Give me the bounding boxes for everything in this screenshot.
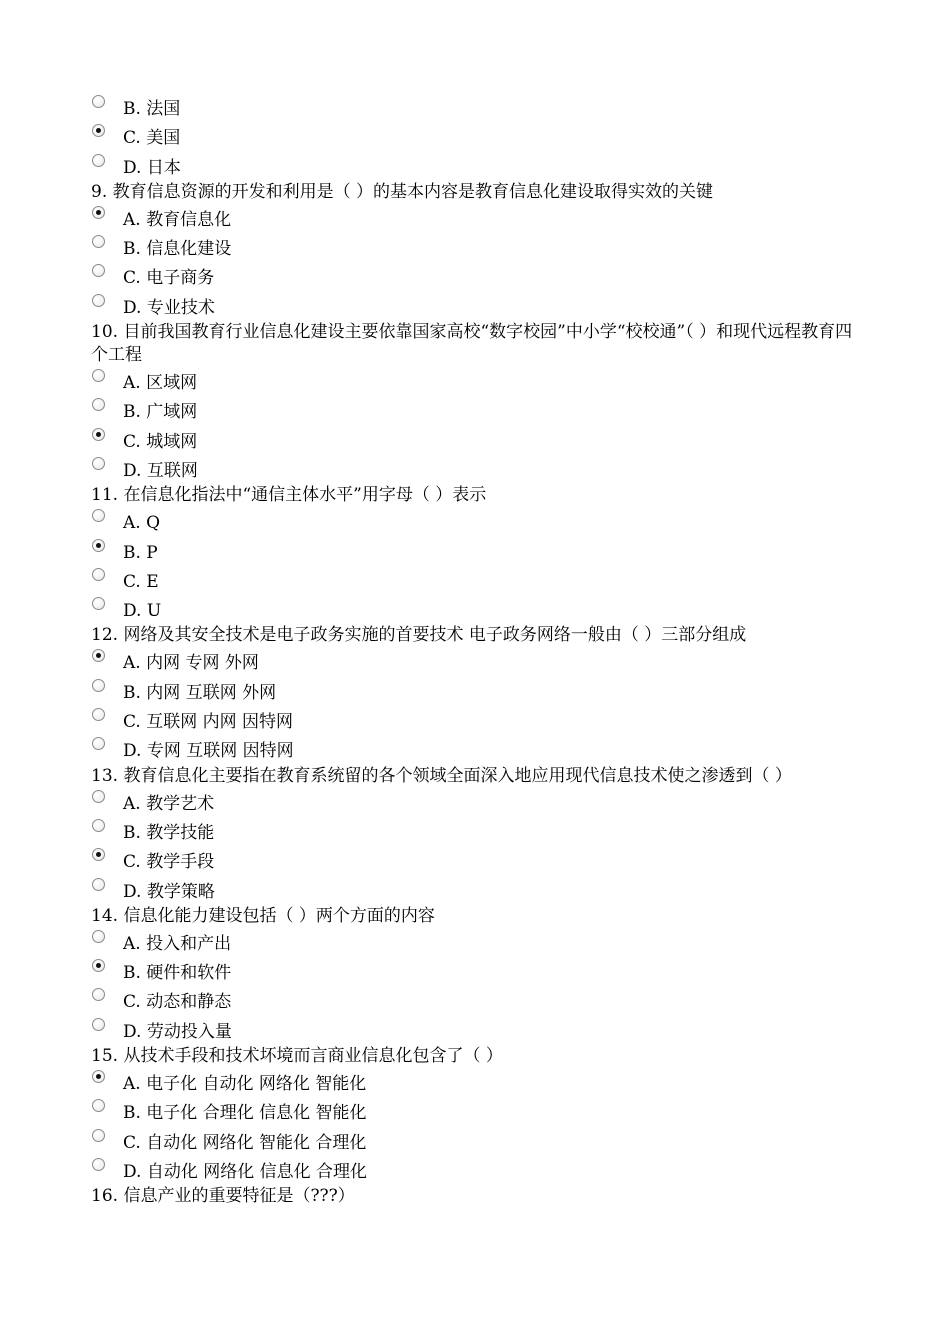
question-text: 15. 从技术手段和技术坏境而言商业信息化包含了（ ） [91, 1046, 503, 1067]
radio-unchecked-icon[interactable] [92, 369, 105, 382]
answer-option[interactable] [91, 986, 861, 1015]
answer-option[interactable] [91, 262, 861, 291]
answer-option-label: C. 互联网 内网 因特网 [123, 712, 294, 733]
answer-option[interactable] [91, 233, 861, 262]
radio-unchecked-icon[interactable] [92, 930, 105, 943]
answer-option-label: A. 区域网 [123, 373, 198, 394]
answer-option[interactable] [91, 1016, 861, 1045]
answer-option-label: B. 电子化 合理化 信息化 智能化 [123, 1103, 367, 1124]
radio-unchecked-icon[interactable] [92, 294, 105, 307]
answer-option-label: C. 自动化 网络化 智能化 合理化 [123, 1132, 367, 1153]
radio-unchecked-icon[interactable] [92, 95, 105, 108]
radio-unchecked-icon[interactable] [92, 737, 105, 750]
radio-unchecked-icon[interactable] [92, 509, 105, 522]
answer-option[interactable] [91, 735, 861, 764]
answer-option-label: D. 劳动投入量 [123, 1021, 232, 1042]
radio-checked-icon[interactable] [92, 649, 105, 662]
question-text: 10. 目前我国教育行业信息化建设主要依靠国家高校“数字校园”中小学“校校通”（ ）和现代远程教育四个工程 [91, 322, 853, 366]
radio-checked-icon[interactable] [92, 1070, 105, 1083]
answer-option-label: D. 互联网 [123, 460, 198, 481]
radio-unchecked-icon[interactable] [92, 878, 105, 891]
answer-option[interactable] [91, 122, 861, 151]
answer-option-label: C. 电子商务 [123, 268, 215, 289]
radio-unchecked-icon[interactable] [92, 988, 105, 1001]
question-text: 9. 教育信息资源的开发和利用是（ ）的基本内容是教育信息化建设取得实效的关键 [91, 181, 714, 202]
radio-unchecked-icon[interactable] [92, 708, 105, 721]
radio-unchecked-icon[interactable] [92, 790, 105, 803]
radio-checked-icon[interactable] [92, 539, 105, 552]
radio-unchecked-icon[interactable] [92, 235, 105, 248]
question-text: 16. 信息产业的重要特征是（???） [91, 1186, 355, 1207]
answer-option[interactable] [91, 426, 861, 455]
radio-unchecked-icon[interactable] [92, 1018, 105, 1031]
answer-option[interactable] [91, 647, 861, 676]
answer-option[interactable] [91, 1068, 861, 1097]
answer-option-label: C. 美国 [123, 128, 181, 149]
radio-unchecked-icon[interactable] [92, 819, 105, 832]
answer-option[interactable] [91, 455, 861, 484]
question-text: 11. 在信息化指法中“通信主体水平”用字母（ ）表示 [91, 485, 487, 506]
radio-checked-icon[interactable] [92, 959, 105, 972]
answer-option-label: D. 自动化 网络化 信息化 合理化 [123, 1161, 368, 1182]
answer-option[interactable] [91, 1097, 861, 1126]
answer-option[interactable] [91, 152, 861, 181]
answer-option-label: B. 信息化建设 [123, 239, 232, 260]
answer-option[interactable] [91, 507, 861, 536]
answer-option-label: D. 专业技术 [123, 297, 215, 318]
answer-option[interactable] [91, 1127, 861, 1156]
radio-unchecked-icon[interactable] [92, 457, 105, 470]
radio-checked-icon[interactable] [92, 848, 105, 861]
answer-option-label: D. U [123, 601, 162, 622]
radio-unchecked-icon[interactable] [92, 597, 105, 610]
radio-checked-icon[interactable] [92, 428, 105, 441]
answer-option[interactable] [91, 817, 861, 846]
answer-option-label: C. 教学手段 [123, 852, 215, 873]
answer-option[interactable] [91, 595, 861, 624]
radio-unchecked-icon[interactable] [92, 568, 105, 581]
answer-option-label: D. 日本 [123, 157, 181, 178]
answer-option-label: D. 专网 互联网 因特网 [123, 741, 294, 762]
answer-option-label: A. 投入和产出 [123, 933, 232, 954]
answer-option[interactable] [91, 204, 861, 233]
answer-option[interactable] [91, 706, 861, 735]
answer-option-label: B. 法国 [123, 99, 181, 119]
answer-option[interactable] [91, 537, 861, 566]
radio-unchecked-icon[interactable] [92, 679, 105, 692]
radio-unchecked-icon[interactable] [92, 264, 105, 277]
answer-option[interactable] [91, 846, 861, 875]
radio-unchecked-icon[interactable] [92, 1129, 105, 1142]
question-text: 14. 信息化能力建设包括（ ）两个方面的内容 [91, 905, 435, 926]
answer-option-label: B. 硬件和软件 [123, 963, 232, 984]
question-text: 12. 网络及其安全技术是电子政务实施的首要技术 电子政务网络一般由（ ）三部分组成 [91, 625, 747, 646]
answer-option[interactable] [91, 677, 861, 706]
radio-unchecked-icon[interactable] [92, 398, 105, 411]
answer-option[interactable] [91, 93, 861, 122]
answer-option[interactable] [91, 367, 861, 396]
quiz-document [91, 93, 861, 1208]
answer-option[interactable] [91, 928, 861, 957]
answer-option[interactable] [91, 292, 861, 321]
answer-option-label: C. 城域网 [123, 431, 198, 452]
answer-option-label: B. 内网 互联网 外网 [123, 682, 277, 703]
answer-option-label: A. 内网 专网 外网 [123, 653, 259, 674]
answer-option-label: C. E [123, 571, 159, 592]
answer-option[interactable] [91, 876, 861, 905]
radio-checked-icon[interactable] [92, 206, 105, 219]
answer-option[interactable] [91, 566, 861, 595]
answer-option[interactable] [91, 957, 861, 986]
answer-option-label: A. 教育信息化 [123, 209, 232, 230]
answer-option-label: B. 广域网 [123, 402, 198, 423]
answer-option-label: A. Q [123, 513, 161, 534]
answer-option-label: D. 教学策略 [123, 881, 215, 902]
answer-option-label: B. 教学技能 [123, 822, 215, 843]
answer-option[interactable] [91, 788, 861, 817]
answer-option-label: C. 动态和静态 [123, 992, 232, 1013]
radio-unchecked-icon[interactable] [92, 154, 105, 167]
radio-unchecked-icon[interactable] [92, 1099, 105, 1112]
answer-option-label: A. 教学艺术 [123, 793, 215, 814]
question-text: 13. 教育信息化主要指在教育系统留的各个领域全面深入地应用现代信息技术使之渗透到（ ） [91, 765, 792, 786]
answer-option-label: B. P [123, 542, 158, 563]
answer-option[interactable] [91, 1156, 861, 1185]
radio-unchecked-icon[interactable] [92, 1158, 105, 1171]
radio-checked-icon[interactable] [92, 124, 105, 137]
answer-option-label: A. 电子化 自动化 网络化 智能化 [123, 1074, 367, 1095]
answer-option[interactable] [91, 396, 861, 425]
